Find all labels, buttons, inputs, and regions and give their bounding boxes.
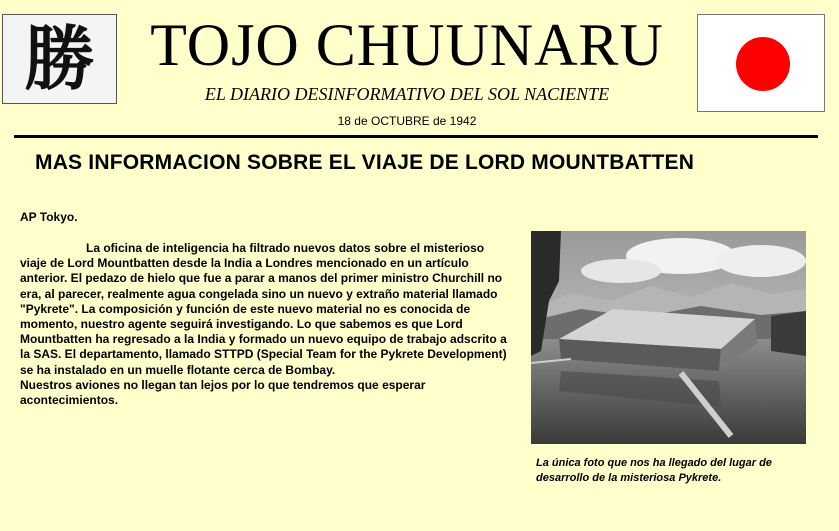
article-headline: MAS INFORMACION SOBRE EL VIAJE DE LORD MOUNTBATTEN <box>35 151 695 174</box>
japan-flag-image <box>697 14 825 112</box>
photo-caption: La única foto que nos ha llegado del lugar de desarrollo de la misteriosa Pykrete. <box>536 457 772 484</box>
kanji-logo-character: 勝 <box>24 17 95 100</box>
article-byline: AP Tokyo. <box>20 210 78 224</box>
masthead-divider <box>14 135 818 138</box>
newspaper-title: TOJO CHUUNARU <box>150 12 664 78</box>
article-paragraph-2: Nuestros aviones no llegan tan lejos por lo que tendremos que esperar acontecimientos. <box>20 377 426 408</box>
article-body <box>20 241 512 408</box>
flag-sun-disc <box>736 37 790 91</box>
kanji-logo <box>2 14 117 104</box>
newspaper-subtitle: EL DIARIO DESINFORMATIVO DEL SOL NACIENTE <box>204 84 610 104</box>
issue-date: 18 de OCTUBRE de 1942 <box>337 114 477 128</box>
article-paragraph-1: La oficina de inteligencia ha filtrado nuevos datos sobre el misterioso viaje de Lord Mountbatten desde la India a Londres mencionado en un artículo anterior. El pedazo de hielo que fue a parar a manos del primer ministro Churchill no era, al parecer, realmente agua congelada sino un nuevo y extraño material llamado "Pykrete". La composición y función de este nuevo material no es conocida de momento, nuestro agente seguirá investigando. Lo que sabemos es que Lord Mountbatten ha regresado a la India y formado un nuevo equipo de trabajo adscrito a la SAS. El departamento, llamado STTPD (Special Team for the Pykrete Development) se ha instalado en un muelle flotante cerca de Bombay. <box>20 241 507 377</box>
pykrete-photo-illustration <box>531 231 806 444</box>
pykrete-photo <box>531 231 806 444</box>
